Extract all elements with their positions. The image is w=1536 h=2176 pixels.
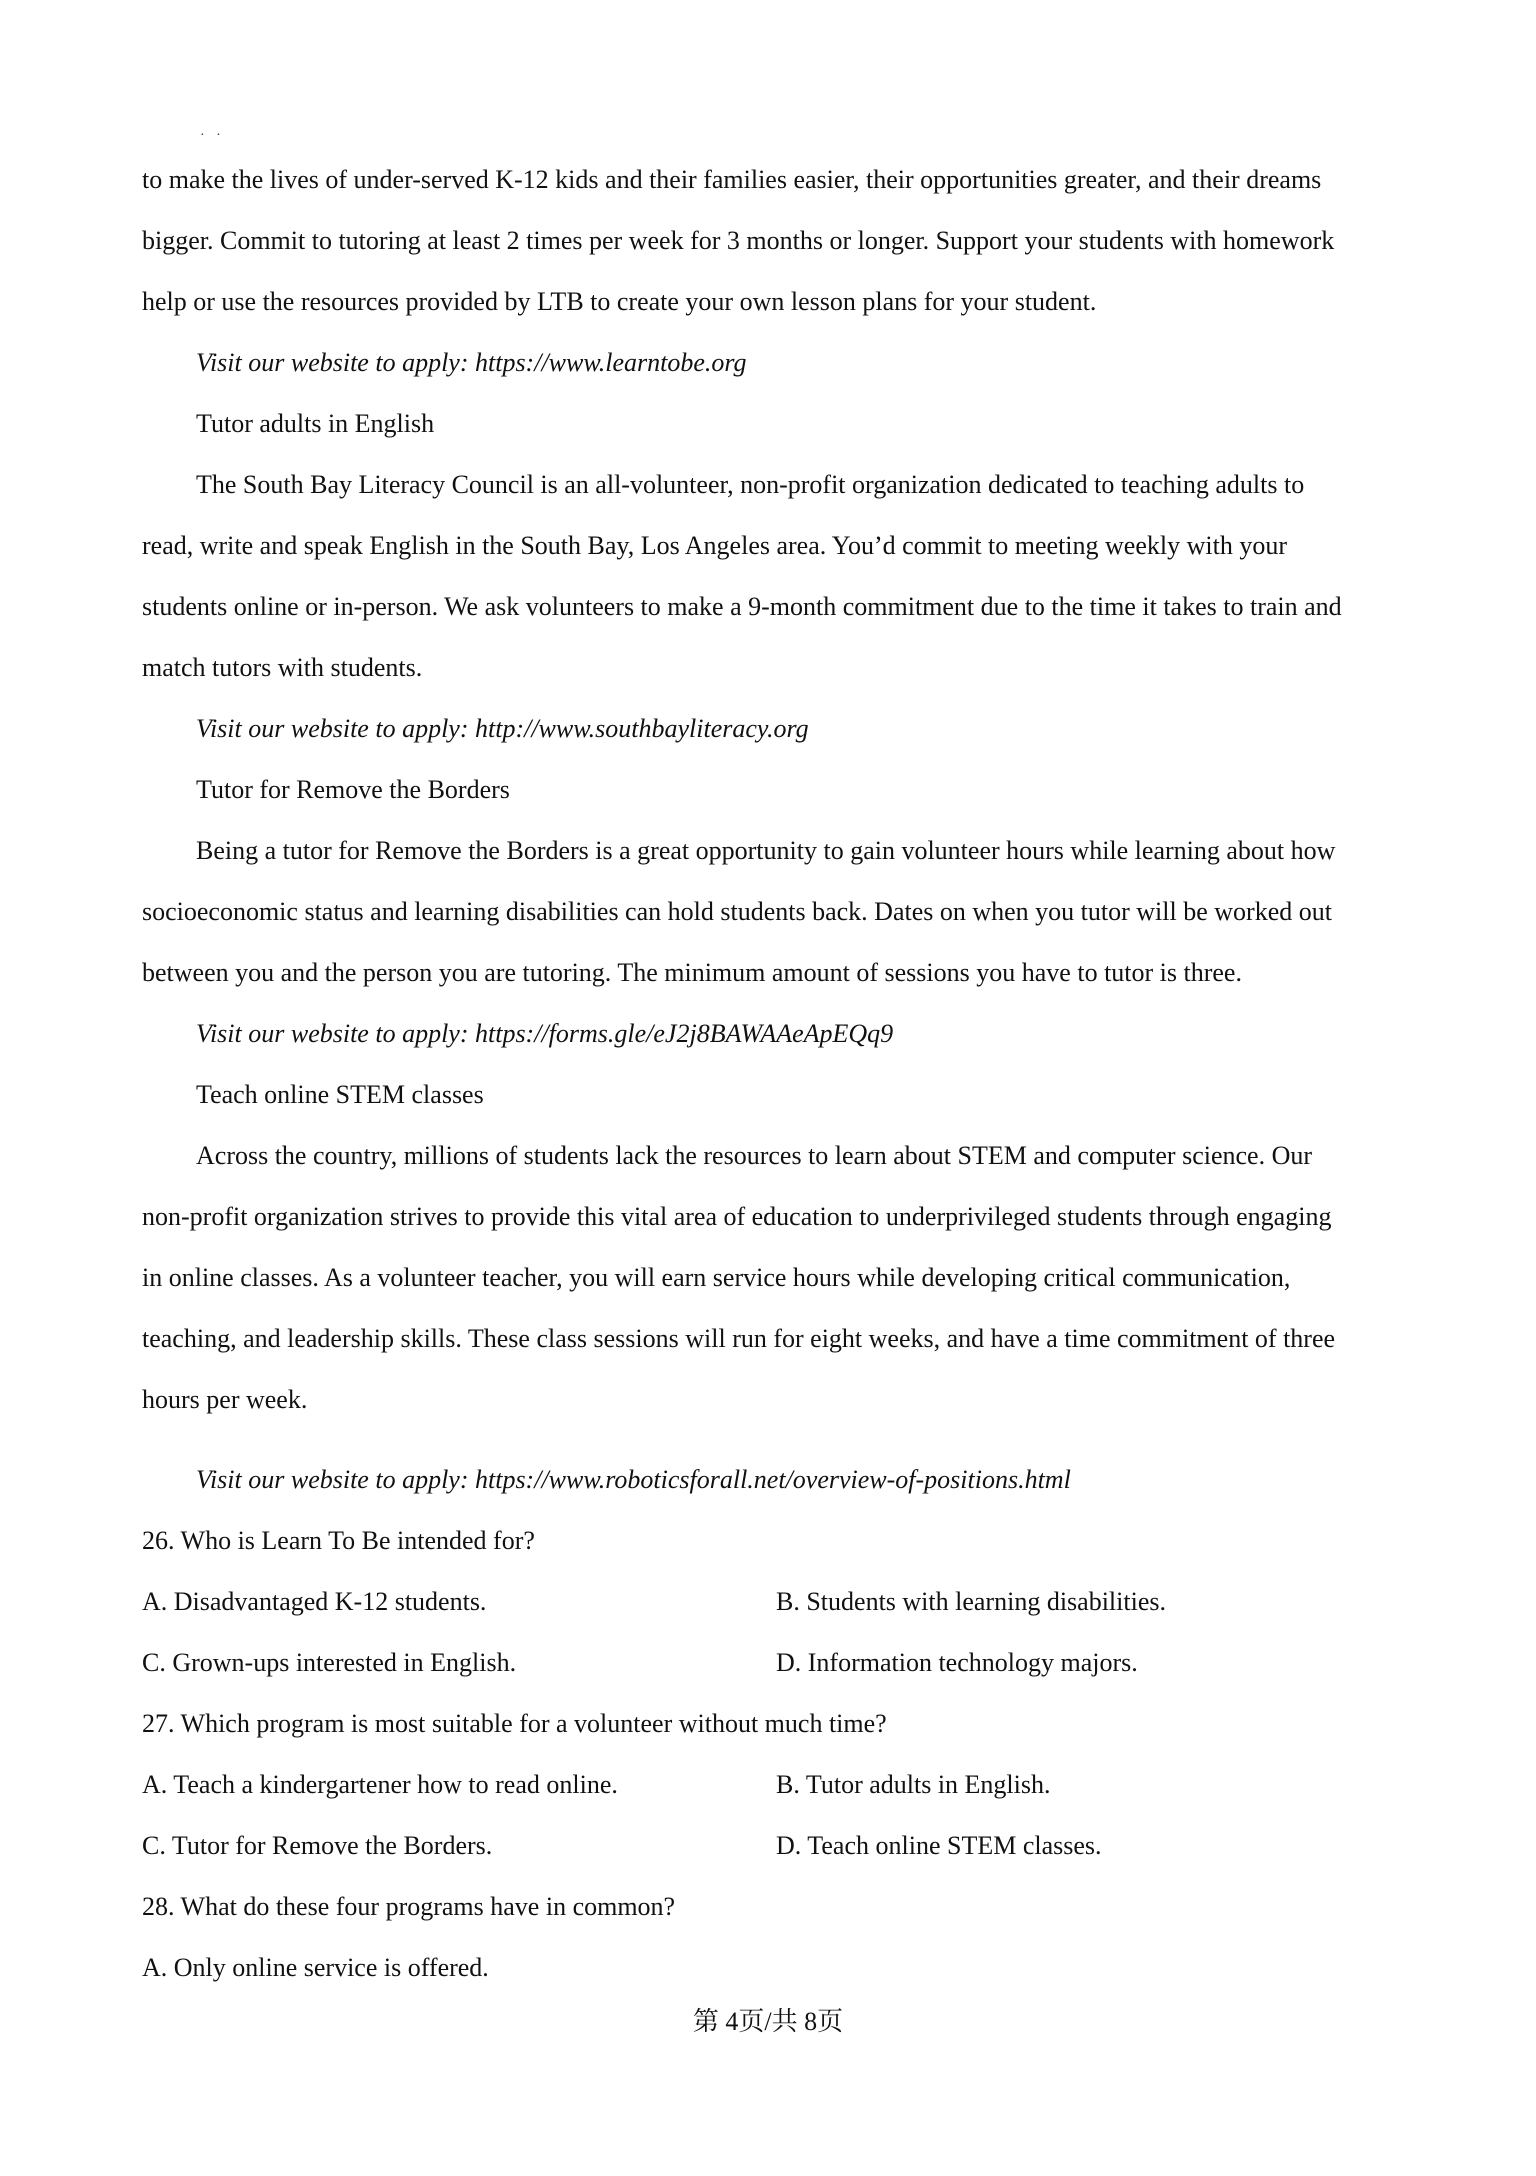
apply-link-robotics: Visit our website to apply: https://www.roboticsforall.net/overview-of-positions.html (196, 1465, 1071, 1494)
question-27-option-c: C. Tutor for Remove the Borders. (142, 1831, 493, 1860)
apply-link-forms: Visit our website to apply: https://forms.gle/eJ2j8BAWAAeApEQq9 (196, 1019, 894, 1048)
passage-line: Across the country, millions of students lack the resources to learn about STEM and computer science. Our (196, 1141, 1313, 1170)
question-27-stem: 27. Which program is most suitable for a volunteer without much time? (142, 1709, 887, 1738)
section-heading-remove-borders: Tutor for Remove the Borders (196, 775, 510, 804)
passage-line: hours per week. (142, 1385, 308, 1414)
passage-line: match tutors with students. (142, 653, 423, 682)
apply-link-learntobe: Visit our website to apply: https://www.learntobe.org (196, 348, 747, 377)
question-27-option-b: B. Tutor adults in English. (776, 1770, 1051, 1799)
passage-line: bigger. Commit to tutoring at least 2 times per week for 3 months or longer. Support your students with homework (142, 226, 1335, 255)
question-26-option-b: B. Students with learning disabilities. (776, 1587, 1166, 1616)
question-26-option-c: C. Grown-ups interested in English. (142, 1648, 517, 1677)
section-heading-stem: Teach online STEM classes (196, 1080, 484, 1109)
page-number-footer: 第 4页/共 8页 (692, 2007, 844, 2036)
passage-line: to make the lives of under-served K-12 kids and their families easier, their opportunities greater, and their dreams (142, 165, 1322, 194)
question-27-option-d: D. Teach online STEM classes. (776, 1831, 1102, 1860)
section-heading-tutor-adults: Tutor adults in English (196, 409, 435, 438)
passage-line: between you and the person you are tutoring. The minimum amount of sessions you have to tutor is three. (142, 958, 1242, 987)
passage-line: socioeconomic status and learning disabilities can hold students back. Dates on when you tutor will be worked out (142, 897, 1332, 926)
question-28-option-a: A. Only online service is offered. (142, 1953, 489, 1982)
passage-line: Being a tutor for Remove the Borders is a great opportunity to gain volunteer hours while learning about how (196, 836, 1336, 865)
question-26-option-d: D. Information technology majors. (776, 1648, 1138, 1677)
passage-line: read, write and speak English in the South Bay, Los Angeles area. You’d commit to meeting weekly with your (142, 531, 1287, 560)
question-26-stem: 26. Who is Learn To Be intended for? (142, 1526, 535, 1555)
passage-line: students online or in-person. We ask volunteers to make a 9-month commitment due to the time it takes to train and (142, 592, 1342, 621)
scan-mark: · · (200, 128, 225, 143)
apply-link-southbay: Visit our website to apply: http://www.southbayliteracy.org (196, 714, 809, 743)
question-27-option-a: A. Teach a kindergartener how to read online. (142, 1770, 618, 1799)
passage-line: help or use the resources provided by LTB to create your own lesson plans for your student. (142, 287, 1097, 316)
passage-line: The South Bay Literacy Council is an all-volunteer, non-profit organization dedicated to teaching adults to (196, 470, 1305, 499)
passage-line: non-profit organization strives to provide this vital area of education to underprivileged students through engaging (142, 1202, 1332, 1231)
question-26-option-a: A. Disadvantaged K-12 students. (142, 1587, 487, 1616)
question-28-stem: 28. What do these four programs have in common? (142, 1892, 676, 1921)
passage-line: in online classes. As a volunteer teacher, you will earn service hours while developing critical communication, (142, 1263, 1291, 1292)
passage-line: teaching, and leadership skills. These class sessions will run for eight weeks, and have a time commitment of three (142, 1324, 1336, 1353)
